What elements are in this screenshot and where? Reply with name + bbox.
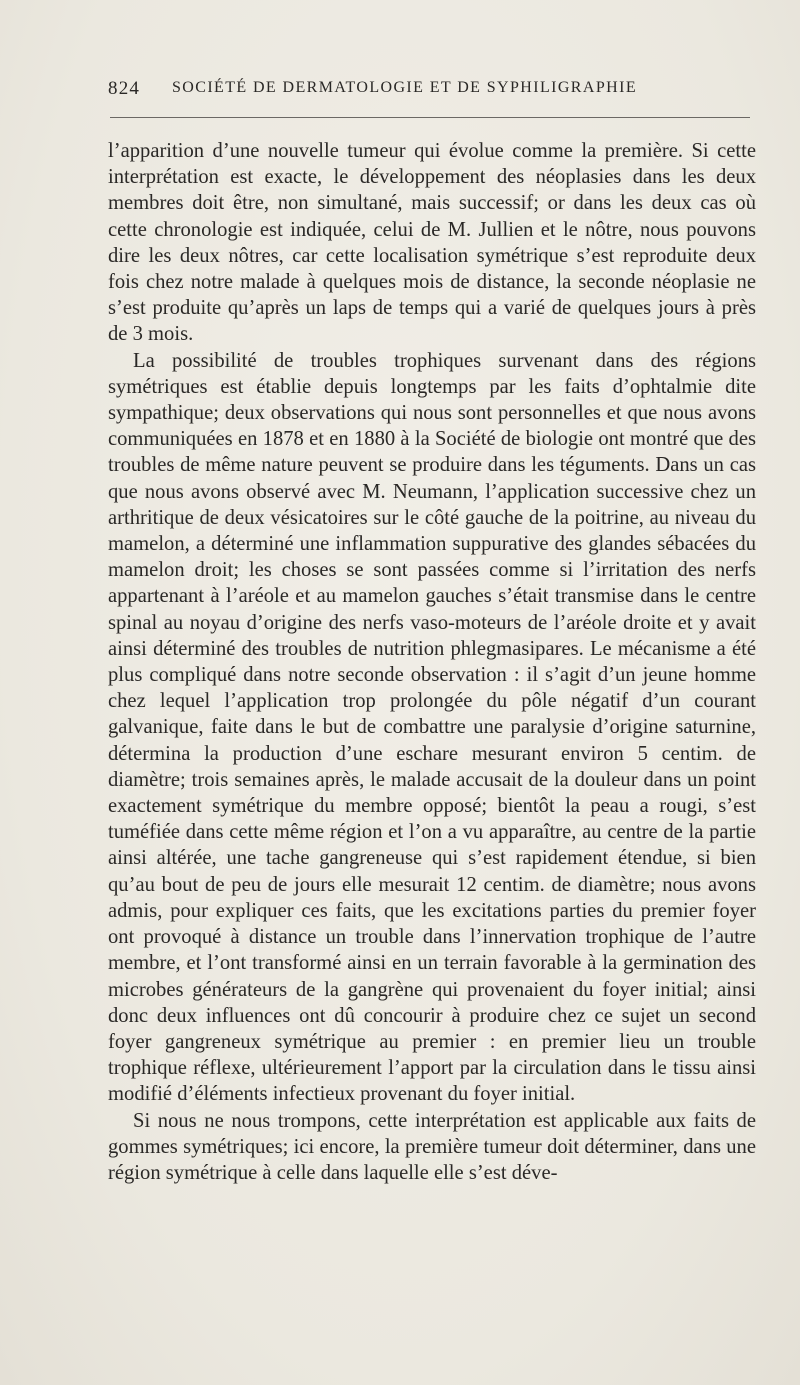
header-rule <box>110 117 750 118</box>
body-text <box>108 138 756 1186</box>
page-header <box>108 78 754 104</box>
paragraph: Si nous ne nous trompons, cette interprétation est applicable aux faits de gommes symétriques; ici encore, la première tumeur doit déterminer, dans une région symétrique à celle dans laquelle elle s’est déve- <box>108 1109 756 1184</box>
paragraph-continuation: l’apparition d’une nouvelle tumeur qui évolue comme la première. Si cette interprétation est exacte, le développement des néoplasies dans les deux membres doit être, non simultané, mais successif; or dans les deux cas où cette chronologie est indiquée, celui de M. Jullien et le nôtre, nous pouvons dire les deux nôtres, car cette localisation symétrique s’est reproduite deux fois chez notre malade à quelques mois de distance, la seconde néoplasie ne s’est produite qu’après un laps de temps qui a varié de quelques jours à près de 3 mois. <box>108 140 756 346</box>
running-title: SOCIÉTÉ DE DERMATOLOGIE ET DE SYPHILIGRAPHIE <box>172 79 637 96</box>
paragraph: La possibilité de troubles trophiques survenant dans des régions symétriques est établie depuis longtemps par les faits d’ophtalmie dite sympathique; deux observations qui nous sont personnelles et que nous avons communiquées en 1878 et en 1880 à la Société de biologie ont montré que des troubles de même nature peuvent se produire dans les téguments. Dans un cas que nous avons observé avec M. Neumann, l’application successive chez un arthritique de deux vésicatoires sur le côté gauche de la poitrine, au niveau du mamelon, a déterminé une inflammation suppurative des glandes sébacées du mamelon droit; les choses se sont passées comme si l’irritation des nerfs appartenant à l’aréole et au mamelon gauches s’était transmise dans le centre spinal au noyau d’origine des nerfs vaso-moteurs de l’aréole droite et y avait ainsi déterminé des troubles de nutrition phlegmasipares. Le mécanisme a été plus compliqué dans notre seconde observation : il s’agit d’un jeune homme chez lequel l’application trop prolongée du pôle négatif d’un courant galvanique, faite dans le but de combattre une paralysie d’origine saturnine, détermina la production d’une eschare mesurant environ 5 centim. de diamètre; trois semaines après, le malade accusait de la douleur dans un point exactement symétrique du membre opposé; bientôt la peau a rougi, s’est tuméfiée dans cette même région et l’on a vu apparaître, au centre de la partie ainsi altérée, une tache gangreneuse qui s’est rapidement étendue, si bien qu’au bout de peu de jours elle mesurait 12 centim. de diamètre; nous avons admis, pour expliquer ces faits, que les excitations parties du premier foyer ont provoqué à distance un trouble dans l’innervation trophique de l’autre membre, et l’ont transformé ainsi en un terrain favorable à la germination des microbes générateurs de la gangrène qui provenaient du foyer initial; ainsi donc deux influences ont dû concourir à produire chez ce sujet un second foyer gangreneux symétrique au premier : en premier lieu un trouble trophique réflexe, ultérieurement l’apport par la circulation dans le tissu ainsi modifié d’éléments infectieux provenant du foyer initial. <box>108 349 756 1106</box>
page-number: 824 <box>108 78 141 99</box>
